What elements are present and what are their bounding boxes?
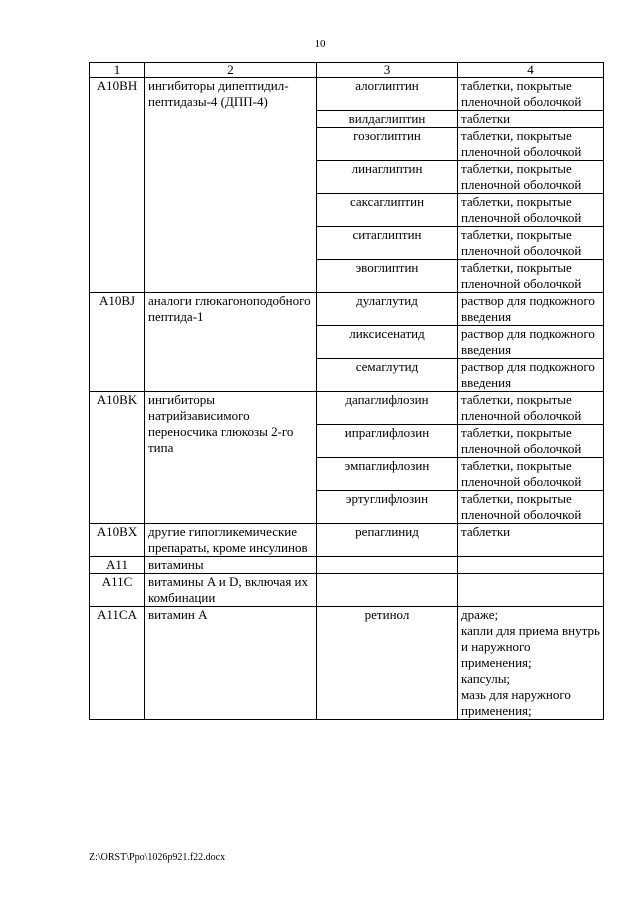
group-name-cell: витамины A и D, включая их комбинации [145, 574, 317, 607]
table-row [90, 293, 604, 326]
group-name-cell: другие гипогликемические препараты, кроме инсулинов [145, 524, 317, 557]
dosage-form-cell: таблетки, покрытые пленочной оболочкой [458, 194, 604, 227]
dosage-form-cell [458, 557, 604, 574]
table-row [90, 574, 604, 607]
drug-name-cell: дапаглифлозин [317, 392, 458, 425]
dosage-form-cell: раствор для подкожного введения [458, 326, 604, 359]
atc-code-cell: A10BX [90, 524, 145, 557]
drug-name-cell [317, 574, 458, 607]
atc-code-cell: A11 [90, 557, 145, 574]
page-number: 10 [314, 38, 326, 50]
drug-name-cell: эртуглифлозин [317, 491, 458, 524]
group-name-cell: витамин A [145, 607, 317, 720]
drug-name-cell: репаглинид [317, 524, 458, 557]
dosage-form-cell: таблетки, покрытые пленочной оболочкой [458, 491, 604, 524]
group-name-cell: ингибиторы дипептидил-пептидазы-4 (ДПП-4) [145, 78, 317, 293]
atc-code-cell: A10BH [90, 78, 145, 293]
dosage-form-cell: таблетки [458, 524, 604, 557]
dosage-form-cell: таблетки, покрытые пленочной оболочкой [458, 260, 604, 293]
dosage-form-cell: таблетки, покрытые пленочной оболочкой [458, 128, 604, 161]
dosage-form-cell: таблетки, покрытые пленочной оболочкой [458, 227, 604, 260]
drug-name-cell: дулаглутид [317, 293, 458, 326]
drug-name-cell: эмпаглифлозин [317, 458, 458, 491]
drug-name-cell: ипраглифлозин [317, 425, 458, 458]
drug-table [89, 62, 604, 720]
drug-name-cell: линаглиптин [317, 161, 458, 194]
atc-code-cell: A10BK [90, 392, 145, 524]
drug-name-cell: вилдаглиптин [317, 111, 458, 128]
atc-code-cell: A11C [90, 574, 145, 607]
atc-code-cell: A11CA [90, 607, 145, 720]
drug-name-cell: семаглутид [317, 359, 458, 392]
header-cell: 1 [90, 63, 145, 78]
dosage-form-cell: раствор для подкожного введения [458, 293, 604, 326]
table-row [90, 392, 604, 425]
atc-code-cell: A10BJ [90, 293, 145, 392]
table-row [90, 607, 604, 720]
group-name-cell: аналоги глюкагоноподобного пептида-1 [145, 293, 317, 392]
dosage-form-cell: таблетки, покрытые пленочной оболочкой [458, 458, 604, 491]
dosage-form-cell: драже; капли для приема внутрь и наружного применения; капсулы; мазь для наружного применения; [458, 607, 604, 720]
dosage-form-cell: таблетки, покрытые пленочной оболочкой [458, 78, 604, 111]
group-name-cell: витамины [145, 557, 317, 574]
drug-name-cell: гозоглиптин [317, 128, 458, 161]
drug-name-cell: саксаглиптин [317, 194, 458, 227]
dosage-form-cell: таблетки, покрытые пленочной оболочкой [458, 161, 604, 194]
drug-name-cell: ретинол [317, 607, 458, 720]
table-header-row [90, 63, 604, 78]
header-cell: 2 [145, 63, 317, 78]
dosage-form-cell [458, 574, 604, 607]
drug-name-cell: ситаглиптин [317, 227, 458, 260]
table-row [90, 78, 604, 111]
drug-name-cell [317, 557, 458, 574]
drug-name-cell: эвоглиптин [317, 260, 458, 293]
header-cell: 3 [317, 63, 458, 78]
table-row [90, 557, 604, 574]
dosage-form-cell: таблетки, покрытые пленочной оболочкой [458, 392, 604, 425]
group-name-cell: ингибиторы натрийзависимого переносчика глюкозы 2-го типа [145, 392, 317, 524]
drug-name-cell: алоглиптин [317, 78, 458, 111]
dosage-form-cell: таблетки [458, 111, 604, 128]
table-row [90, 524, 604, 557]
dosage-form-cell: раствор для подкожного введения [458, 359, 604, 392]
header-cell: 4 [458, 63, 604, 78]
footer-file-path: Z:\ORST\Ppo\1026p921.f22.docx [89, 852, 226, 863]
drug-name-cell: ликсисенатид [317, 326, 458, 359]
dosage-form-cell: таблетки, покрытые пленочной оболочкой [458, 425, 604, 458]
